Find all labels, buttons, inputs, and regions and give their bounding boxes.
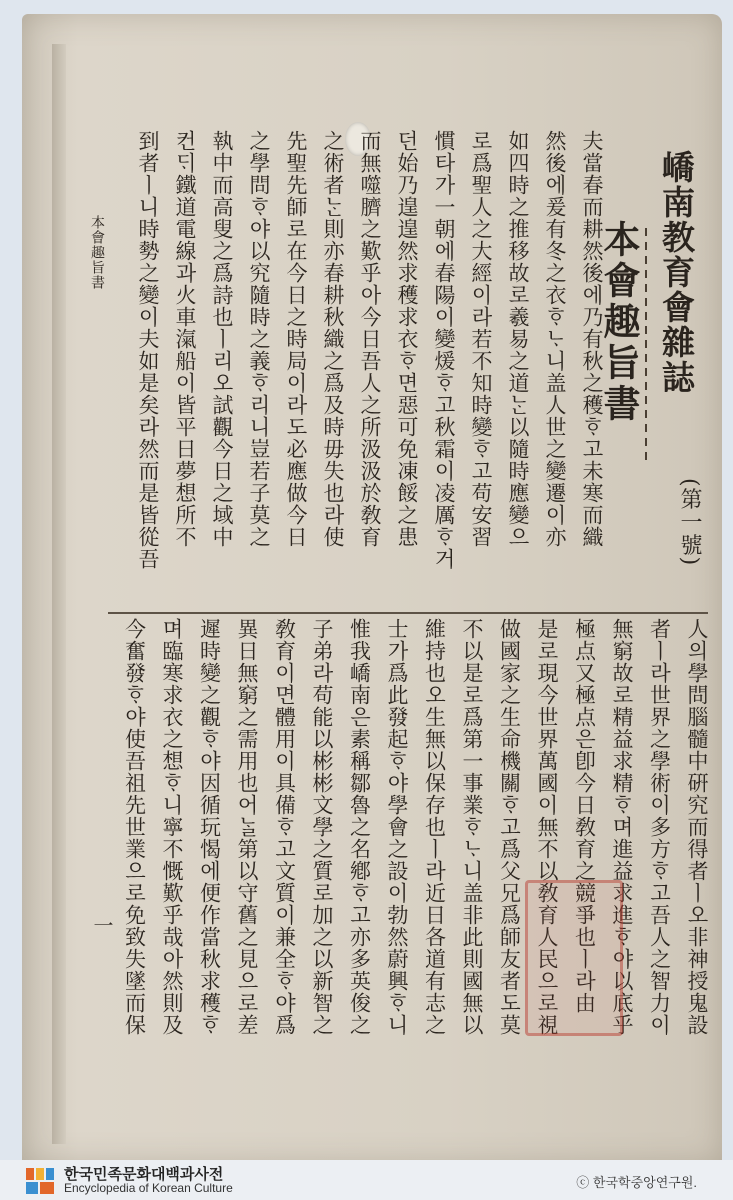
text-column: 做國家之生命機關ᄒᆞ고爲父兄爲師友者도莫 <box>497 618 522 1036</box>
text-column: 之術者ᄂᆞᆫ則亦春耕秋織之爲及時毋失也라使 <box>321 130 345 548</box>
text-column: 慣타가一朝에春陽이變煖ᄒᆞ고秋霜이凌厲ᄒᆞ거 <box>432 130 456 570</box>
text-column: 敎育이면體用이具備ᄒᆞ고文質이兼全ᄒᆞ야爲 <box>272 618 297 1036</box>
text-column: 然後에爰有冬之衣ᄒᆞᄂᆞ니盖人世之變遷이亦 <box>543 130 567 548</box>
logo-korean-text: 한국민족문화대백과사전 <box>64 1166 224 1183</box>
text-column: 而無噬臍之歎乎아今日吾人之所汲汲於敎育 <box>358 130 382 548</box>
text-column: 子弟라苟能以彬彬文學之質로加之以新智之 <box>310 618 334 1036</box>
page-spine <box>52 44 66 1144</box>
top-text-block <box>116 130 606 610</box>
issue-label: (第一號) <box>677 478 702 567</box>
text-column: 無窮故로精益求精ᄒᆞ며進益求進ᄒᆞ야以底乎 <box>610 618 634 1036</box>
logo-english-text: Encyclopedia of Korean Culture <box>64 1181 233 1195</box>
text-column: 不以是로爲第一事業ᄒᆞᄂᆞ니盖非此則國無以 <box>460 618 484 1036</box>
text-column: 로爲聖人之大經이라若不知時變ᄒᆞ고苟安習 <box>469 130 493 548</box>
text-column: 夫當春而耕然後에乃有秋之穫ᄒᆞ고未寒而織 <box>580 130 604 548</box>
text-column: 如四時之推移故로羲易之道ᄂᆞᆫ以隨時應變으 <box>506 130 530 548</box>
section-divider <box>108 612 708 614</box>
text-column: 維持也오生無以保存也ㅣ라近日各道有志之 <box>422 618 447 1036</box>
text-column: 士가爲此發起ᄒᆞ야學會之設이勃然蔚興ᄒᆞ니 <box>385 618 409 1036</box>
text-column: 是로現今世界萬國이無不以敎育人民으로視 <box>535 618 559 1036</box>
running-title: 本會趣旨書 <box>89 215 105 290</box>
text-column: 今奮發ᄒᆞ야使吾祖先世業으로免致失墜而保 <box>122 618 147 1036</box>
text-column: 到者ㅣ니時勢之變이夫如是矣라然而是皆從吾 <box>136 130 160 570</box>
red-seal-stamp <box>525 880 623 1036</box>
text-column: 惟我嶠南은素稱鄒魯之名鄕ᄒᆞ고亦多英俊之 <box>347 618 372 1036</box>
document-title: 本會趣旨書 <box>597 220 641 425</box>
text-column: 極点又極点은卽今日敎育之競爭也ㅣ라由 <box>572 618 597 1014</box>
text-column: 先聖先師로在今日之時局이라도必應做今日 <box>284 130 308 548</box>
text-column: 던始乃遑遑然求穫求衣ᄒᆞ면惡可免凍餒之患 <box>395 130 419 548</box>
magazine-title: 嶠南教育會雜誌 <box>657 150 696 395</box>
text-column: 異日無窮之需用也어ᄂᆞᆯ第以守舊之見으로差 <box>235 618 259 1036</box>
text-column: 者ㅣ라世界之學術이多方ᄒᆞ고吾人之智力이 <box>647 618 672 1036</box>
copyright-notice: ⓒ 한국학중앙연구원. <box>576 1175 697 1190</box>
text-column: 遲時變之觀ᄒᆞ야因循玩愒에便作當秋求穫ᄒᆞ <box>197 618 222 1036</box>
text-column: 人의學問腦髓中硏究而得者ㅣ오非神授鬼設 <box>685 618 709 1036</box>
text-column: 컨ᄃᆡ鐵道電線과火車滊船이皆平日夢想所不 <box>173 130 197 548</box>
bottom-text-block <box>116 618 716 1138</box>
page-number: 一 <box>90 915 114 936</box>
decorative-rule <box>645 228 647 466</box>
text-column: 執中而高叟之爲詩也ㅣ리오試觀今日之域中 <box>210 130 234 548</box>
text-column: 며臨寒求衣之想ᄒᆞ니寧不慨歎乎哉아然則及 <box>160 618 184 1036</box>
text-column: 之學問ᄒᆞ야以究隨時之義ᄒᆞ리니豈若子莫之 <box>247 130 271 548</box>
encyclopedia-logo-icon <box>26 1168 56 1194</box>
footer-bar <box>0 1160 733 1200</box>
